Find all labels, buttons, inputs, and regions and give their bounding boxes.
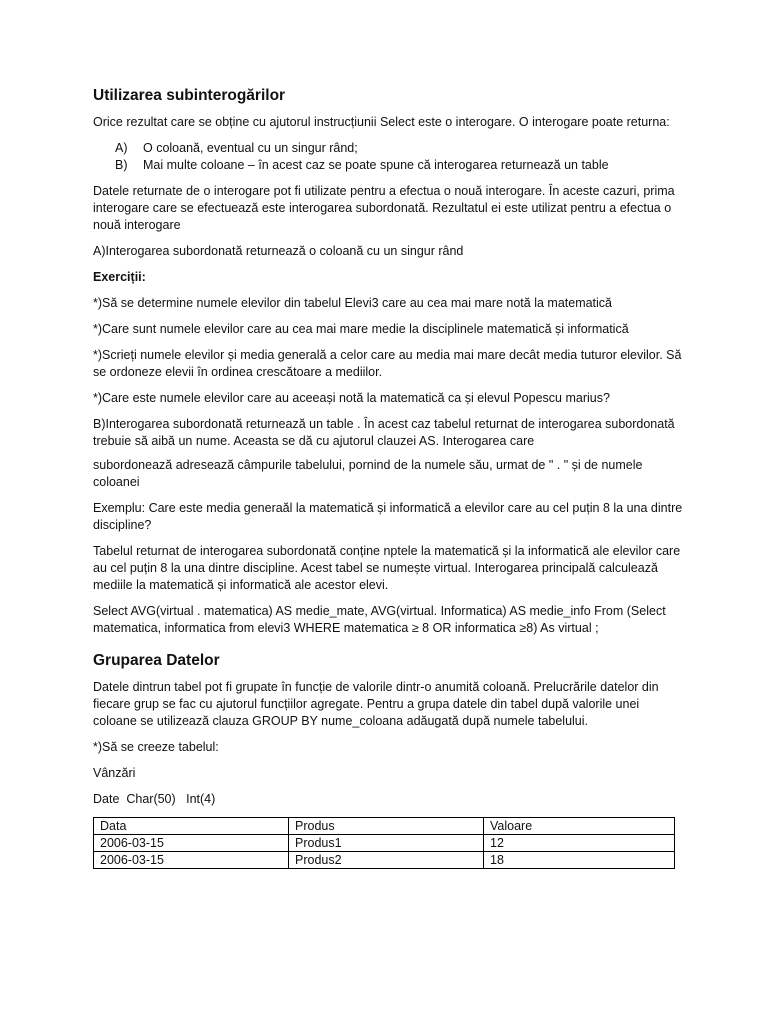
return-options-list (93, 140, 683, 174)
table-row (94, 835, 675, 852)
exercise-2: *)Care sunt numele elevilor care au cea mai mare medie la disciplinele matematică și informatică (93, 322, 629, 336)
column-header-data: Data (94, 818, 289, 835)
table-cell: 2006-03-15 (94, 852, 289, 869)
exercise-4: *)Care este numele elevilor care au aceeași notă la matematică ca și elevul Popescu marius? (93, 391, 610, 405)
table-name: Vânzări (93, 766, 136, 780)
explanation-paragraph: Tabelul returnat de interogarea subordonată conține nptele la matematică și la informatică ale elevilor care au cel puțin 8 la una dintre discipline. Acest tabel se numește virtual. Interogarea principală calculează mediile la matematică și informatică ale acestor elevi. (93, 544, 681, 592)
table-cell: 18 (484, 852, 675, 869)
list-marker: A) (115, 141, 128, 155)
table-cell: Produs1 (289, 835, 484, 852)
task-paragraph: *)Să se creeze tabelul: (93, 740, 219, 754)
example-paragraph: Exemplu: Care este media generaăl la matematică și informatică a elevilor care au cel puțin 8 la una dintre discipline? (93, 501, 683, 532)
list-item (93, 140, 683, 157)
table-row (94, 852, 675, 869)
sales-table (93, 817, 675, 869)
table-header-row (94, 818, 675, 835)
intro-paragraph: Orice rezultat care se obține cu ajutorul instrucțiunii Select este o interogare. O interogare poate returna: (93, 115, 670, 129)
exercise-1: *)Să se determine numele elevilor din tabelul Elevi3 care au cea mai mare notă la matematică (93, 296, 613, 310)
list-item-text: Mai multe coloane – în acest caz se poate spune că interogarea returnează un table (143, 158, 609, 172)
table-cell: 2006-03-15 (94, 835, 289, 852)
case-b-paragraph-2: subordonează adresează câmpurile tabelului, pornind de la numele său, urmat de " . " și de numele coloanei (93, 458, 643, 489)
grouping-intro-paragraph: Datele dintrun tabel pot fi grupate în funcție de valorile dintr-o anumită coloană. Prelucrările datelor din fiecare grup se fac cu ajutorul funcțiilor agregate. Pentru a grupa datele din tabel după valorile unei coloane se utilizează clauza GROUP BY nume_coloana adăugată după numele tabelului. (93, 680, 659, 728)
section-title-grupare: Gruparea Datelor (93, 652, 220, 669)
list-marker: B) (115, 158, 128, 172)
list-item (93, 157, 683, 174)
list-item-text: O coloană, eventual cu un singur rând; (143, 141, 358, 155)
case-b-paragraph-1: B)Interogarea subordonată returnează un table . În acest caz tabelul returnat de interogarea subordonată trebuie să aibă un nume. Aceasta se dă cu ajutorul clauzei AS. Interogarea care (93, 417, 675, 448)
document-page (93, 86, 683, 869)
column-header-valoare: Valoare (484, 818, 675, 835)
subordinate-query-paragraph: Datele returnate de o interogare pot fi utilizate pentru a efectua o nouă interogare. În aceste cazuri, prima interogare care se efectuează este interogarea subordonată. Rezultatul ei este utilizat pentru a efectua o nouă interogare (93, 184, 675, 232)
sql-query: Select AVG(virtual . matematica) AS medie_mate, AVG(virtual. Informatica) AS medie_info From (Select matematica, informatica from elevi3 WHERE matematica ≥ 8 OR informatica ≥8) As virtual ; (93, 604, 666, 635)
exercise-3: *)Scrieți numele elevilor și media generală a celor care au media mai mare decât media tuturor elevilor. Să se ordoneze elevii în ordinea crescătoare a mediilor. (93, 348, 682, 379)
case-a-paragraph: A)Interogarea subordonată returnează o coloană cu un singur rând (93, 244, 464, 258)
table-cell: 12 (484, 835, 675, 852)
column-types: Date Char(50) Int(4) (93, 792, 216, 806)
table-cell: Produs2 (289, 852, 484, 869)
section-title-subinterogari: Utilizarea subinterogărilor (93, 87, 286, 104)
exercises-label: Exerciții: (93, 270, 146, 284)
column-header-produs: Produs (289, 818, 484, 835)
